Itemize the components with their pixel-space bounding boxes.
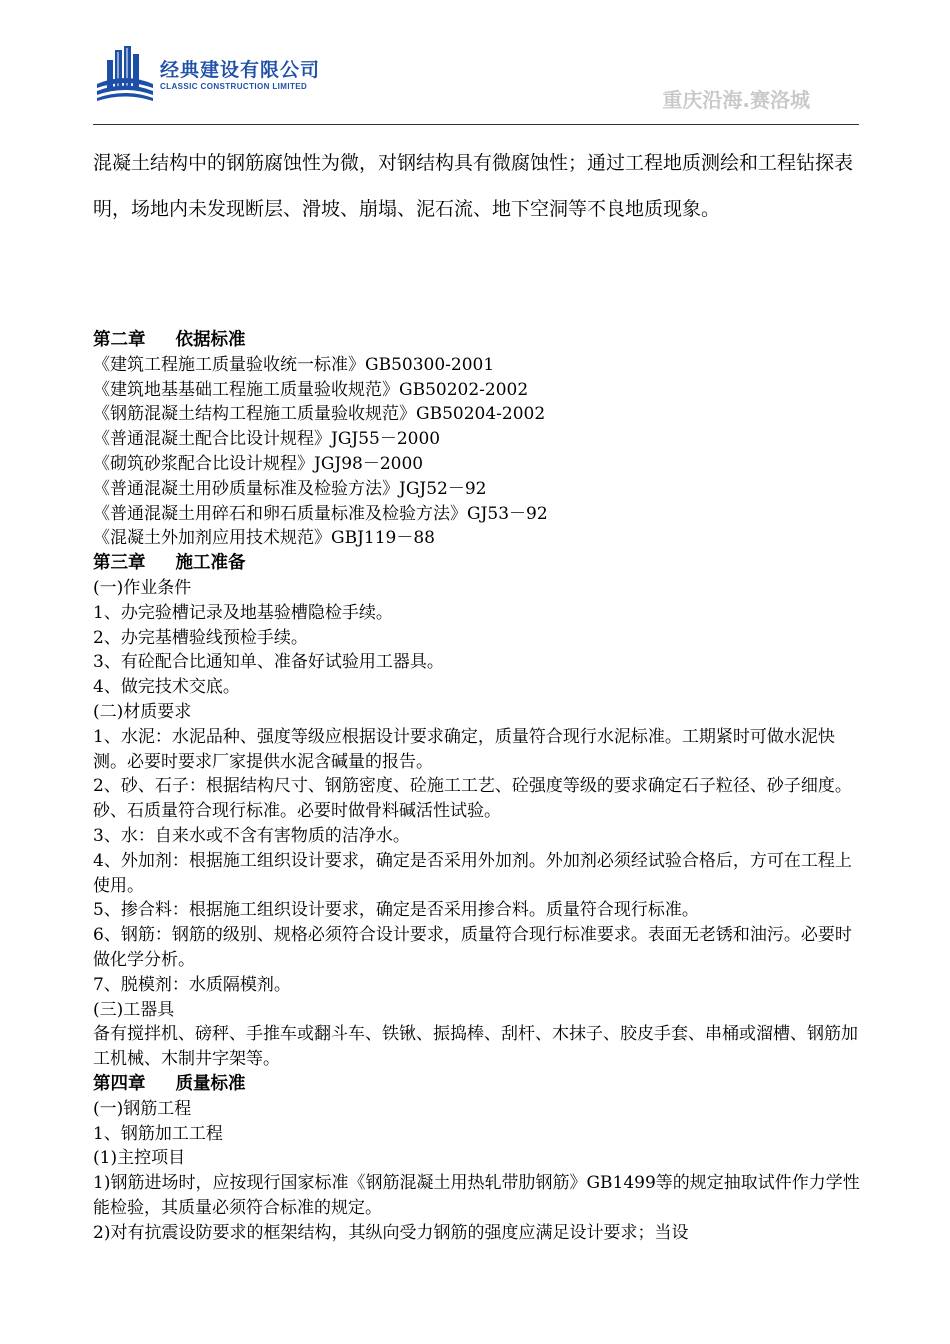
company-name-en: CLASSIC CONSTRUCTION LIMITED (160, 82, 308, 91)
list-item: 4、外加剂：根据施工组织设计要求，确定是否采用外加剂。外加剂必须经试验合格后，方可在工程上使用。 (93, 850, 852, 896)
section-title: (二)材质要求 (93, 701, 192, 722)
list-item: 1、水泥：水泥品种、强度等级应根据设计要求确定，质量符合现行水泥标准。工期紧时可做水泥快测。必要时要求厂家提供水泥含碱量的报告。 (93, 726, 835, 772)
chapter-4-heading (93, 1072, 863, 1097)
chapter-title: 依据标准 (175, 330, 246, 350)
company-name-cn: 经典建设有限公司 (160, 59, 321, 81)
section-title: (一)钢筋工程 (93, 1098, 192, 1119)
standard-item: 《钢筋混凝土结构工程施工质量验收规范》GB50204-2002 (93, 404, 546, 425)
chapter-number: 第三章 (93, 553, 146, 574)
list-item: 7、脱模剂：水质隔模剂。 (93, 974, 291, 995)
paragraph: 备有搅拌机、磅秤、手推车或翻斗车、铁锹、振捣棒、刮杆、木抹子、胶皮手套、串桶或溜槽、钢筋加工机械、木制井字架等。 (93, 1024, 858, 1070)
list-item: 1、办完验槽记录及地基验槽隐检手续。 (93, 602, 393, 623)
subsection-title: (1)主控项目 (93, 1148, 186, 1169)
section-title: (一)作业条件 (93, 577, 192, 598)
chapter-3-heading (93, 551, 863, 576)
company-logo-icon (95, 44, 155, 102)
list-item: 2、砂、石子：根据结构尺寸、钢筋密度、砼施工工艺、砼强度等级的要求确定石子粒径、砂子细度。砂、石质量符合现行标准。必要时做骨料碱活性试验。 (93, 776, 852, 822)
standard-item: 《普通混凝土用砂质量标准及检验方法》JGJ52－92 (93, 478, 487, 499)
section-title: (三)工器具 (93, 999, 175, 1020)
standard-item: 《建筑工程施工质量验收统一标准》GB50300-2001 (93, 354, 495, 375)
standard-item: 《建筑地基基础工程施工质量验收规范》GB50202-2002 (93, 379, 529, 400)
subsection-title: 1、钢筋加工工程 (93, 1123, 223, 1144)
chapter-number: 第四章 (93, 1073, 146, 1094)
standard-item: 《砌筑砂浆配合比设计规程》JGJ98－2000 (93, 453, 424, 474)
list-item: 2、办完基槽验线预检手续。 (93, 627, 308, 648)
intro-paragraph: 混凝土结构中的钢筋腐蚀性为微，对钢结构具有微腐蚀性；通过工程地质测绘和工程钻探表明，场地内未发现断层、滑坡、崩塌、泥石流、地下空洞等不良地质现象。 (93, 152, 854, 220)
project-name: 重庆沿海.赛洛城 (662, 88, 810, 112)
chapter-2-heading (93, 328, 863, 353)
list-item: 2)对有抗震设防要求的框架结构，其纵向受力钢筋的强度应满足设计要求；当设 (93, 1222, 689, 1243)
list-item: 5、掺合料：根据施工组织设计要求，确定是否采用掺合料。质量符合现行标准。 (93, 900, 699, 921)
list-item: 3、水：自来水或不含有害物质的洁净水。 (93, 825, 410, 846)
header-divider (93, 124, 859, 125)
document-body (93, 328, 863, 1245)
standard-item: 《普通混凝土用碎石和卵石质量标准及检验方法》GJ53－92 (93, 503, 548, 524)
standard-item: 《普通混凝土配合比设计规程》JGJ55－2000 (93, 429, 441, 450)
chapter-number: 第二章 (93, 330, 146, 350)
list-item: 4、做完技术交底。 (93, 677, 240, 698)
list-item: 1)钢筋进场时，应按现行国家标准《钢筋混凝土用热轧带肋钢筋》GB1499等的规定抽取试件作力学性能检验，其质量必须符合标准的规定。 (93, 1173, 860, 1218)
standard-item: 《混凝土外加剂应用技术规范》GBJ119－88 (93, 528, 435, 549)
chapter-title: 施工准备 (175, 553, 246, 574)
chapter-title: 质量标准 (175, 1073, 246, 1094)
list-item: 6、钢筋：钢筋的级别、规格必须符合设计要求，质量符合现行标准要求。表面无老锈和油污。必要时做化学分析。 (93, 925, 852, 970)
list-item: 3、有砼配合比通知单、准备好试验用工器具。 (93, 652, 444, 673)
